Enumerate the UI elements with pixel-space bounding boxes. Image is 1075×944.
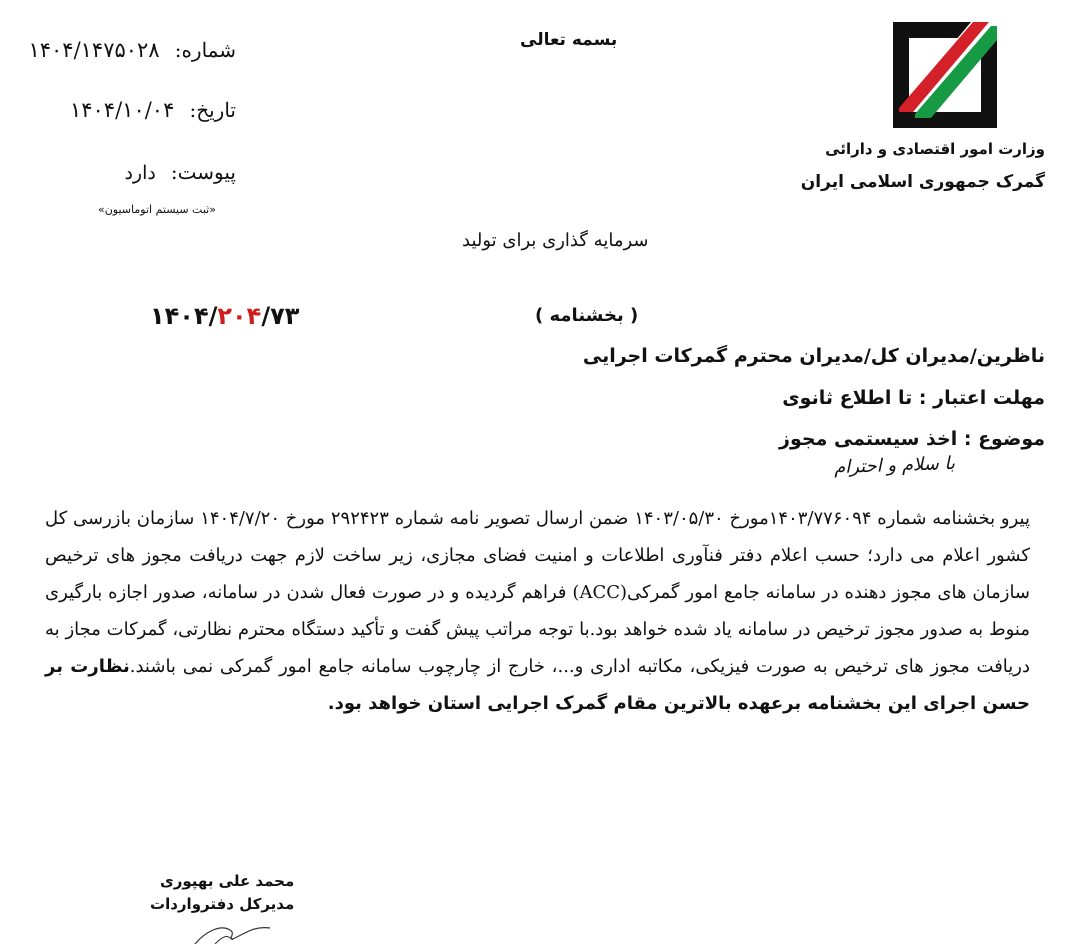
attachment-value: دارد xyxy=(124,162,156,184)
customs-name: گمرک جمهوری اسلامی ایران xyxy=(800,172,1045,192)
handwritten-greeting: با سلام و احترام xyxy=(833,452,956,479)
letter-body xyxy=(45,500,1030,722)
body-bold-sentence: نظارت بر حسن اجرای این بخشنامه برعهده بالاترین مقام گمرک اجرایی استان خواهد بود. xyxy=(45,656,1030,714)
signatory-name: محمد علی بهپوری xyxy=(160,872,295,890)
letter-number-row xyxy=(10,38,236,62)
circular-title: ( بخشنامه ) xyxy=(535,305,639,326)
circular-number-highlight: ۲۰۴ xyxy=(217,302,262,330)
attachment-label: پیوست: xyxy=(170,160,236,184)
year-slogan: سرمایه گذاری برای تولید xyxy=(462,230,649,251)
circular-number-suffix: /۷۳ xyxy=(261,302,300,330)
letter-number-value: ۱۴۰۴/۱۴۷۵۰۲۸ xyxy=(28,38,160,62)
automation-system-note: «ثبت سیستم اتوماسیون» xyxy=(98,203,216,216)
circular-number xyxy=(150,302,299,330)
addressee-line: ناظرین/مدیران کل/مدیران محترم گمرکات اجرایی xyxy=(582,345,1045,367)
letter-number-label: شماره: xyxy=(174,38,236,62)
body-paragraph: پیرو بخشنامه شماره ۱۴۰۳/۷۷۶۰۹۴مورخ ۱۴۰۳/۰۵/۳۰ ضمن ارسال تصویر نامه شماره ۲۹۲۴۲۳ مورخ ۱۴۰۴/۷/۲۰ سازمان بازرسی کل کشور اعلام می دارد؛ حسب اعلام دفتر فنآوری اطلاعات و امنیت فضای مجازی، زیر ساخت لازم جهت دریافت مجوز های ترخیص سازمان های مجوز دهنده در سامانه جامع امور گمرکی(ACC) فراهم گردیده و در صورت فعال شدن در سامانه، صدور اجازه بارگیری منوط به صدور مجوز ترخیص در سامانه یاد شده خواهد بود.با توجه مراتب پیش گفت و تأکید دستگاه محترم نظارتی، گمرکات مجاز به دریافت مجوز های ترخیص به صورت فیزیکی، مکاتبه اداری و...، خارج از چارچوب سامانه جامع امور گمرکی نمی باشند. xyxy=(45,508,1031,677)
ministry-name: وزارت امور اقتصادی و دارائی xyxy=(825,140,1045,158)
signatory-title: مدیرکل دفترواردات xyxy=(150,895,295,913)
attachment-row xyxy=(10,160,236,184)
letter-date-row xyxy=(10,98,236,122)
subject-line: موضوع : اخذ سیستمی مجوز xyxy=(779,428,1045,450)
validity-line: مهلت اعتبار : تا اطلاع ثانوی xyxy=(782,387,1045,409)
customs-logo-icon xyxy=(893,22,997,128)
bismillah-heading: بسمه تعالی xyxy=(520,30,618,50)
letter-date-value: ۱۴۰۴/۱۰/۰۴ xyxy=(69,98,175,122)
signature-icon xyxy=(175,912,285,944)
letter-date-label: تاریخ: xyxy=(189,98,236,122)
circular-number-year: ۱۴۰۴/ xyxy=(150,302,218,330)
